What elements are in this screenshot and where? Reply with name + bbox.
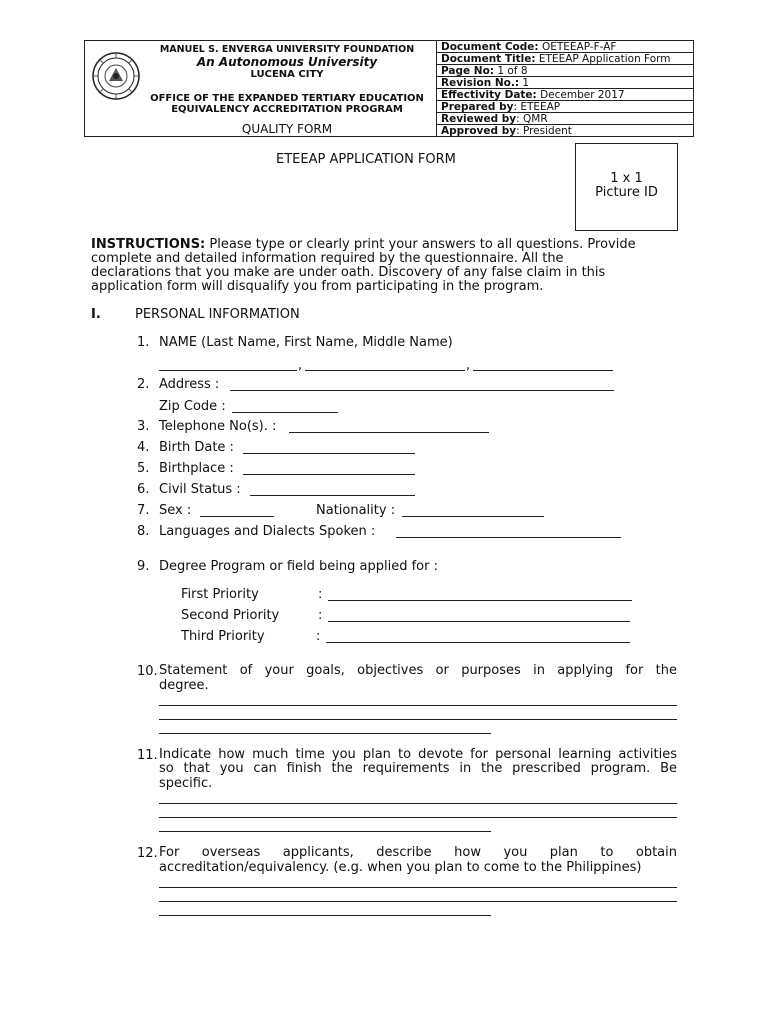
last-name-field[interactable] [159,370,297,371]
birthplace-field[interactable] [243,474,415,475]
instructions-line-3: declarations that you make are under oath. Discovery of any false claim in this [91,265,606,280]
third-priority-field[interactable] [326,642,630,643]
birth-date-field[interactable] [243,453,415,454]
address-label: Address : [159,377,220,392]
item-number-7: 7. [137,503,150,518]
overseas-answer-line[interactable] [159,901,677,902]
name-label: NAME (Last Name, First Name, Middle Name) [159,335,453,350]
revision-no-row: Revision No.: 1 [437,77,693,89]
address-field[interactable] [230,390,614,391]
telephone-label: Telephone No(s). : [159,419,277,434]
university-name: MANUEL S. ENVERGA UNIVERSITY FOUNDATION [159,44,415,55]
first-priority-label: First Priority [181,587,259,602]
page-no-row: Page No: 1 of 8 [437,65,693,77]
document-code-row: Document Code: OETEEAP-F-AF [437,41,693,53]
goals-answer-line[interactable] [159,719,677,720]
overseas-answer-line[interactable] [159,915,491,916]
item-number-1: 1. [137,335,150,350]
reviewed-by-row: Reviewed by: QMR [437,113,693,125]
time-answer-line[interactable] [159,831,491,832]
second-priority-label: Second Priority [181,608,280,623]
item-number-9: 9. [137,559,150,574]
document-header-table [84,40,694,137]
instructions-line-1: INSTRUCTIONS: Please type or clearly print your answers to all questions. Provide [91,237,636,252]
time-question-line-1: Indicate how much time you plan to devote for personal learning activities [159,747,677,762]
time-question-line-3: specific. [159,776,213,791]
form-title: ETEEAP APPLICATION FORM [276,152,456,167]
overseas-question-line-1: For overseas applicants, describe how you plan to obtain [159,845,677,860]
first-name-field[interactable] [305,370,465,371]
quality-form-label: QUALITY FORM [241,122,333,136]
item-number-2: 2. [137,377,150,392]
document-title-row: Document Title: ETEEAP Application Form [437,53,693,65]
nationality-label: Nationality : [316,503,396,518]
middle-name-field[interactable] [473,370,613,371]
office-line-1: OFFICE OF THE EXPANDED TERTIARY EDUCATION [150,93,424,104]
first-priority-field[interactable] [328,600,632,601]
comma-separator: , [298,358,303,373]
telephone-field[interactable] [289,432,489,433]
birth-date-label: Birth Date : [159,440,234,455]
zip-code-label: Zip Code : [159,399,226,414]
goals-question-line-2: degree. [159,678,209,693]
languages-label: Languages and Dialects Spoken : [159,524,376,539]
picture-id-box[interactable] [575,143,678,231]
civil-status-field[interactable] [250,495,415,496]
overseas-question-line-2: accreditation/equivalency. (e.g. when you plan to come to the Philippines) [159,860,642,875]
birthplace-label: Birthplace : [159,461,234,476]
instructions-line-2: complete and detailed information required by the questionnaire. All the [91,251,564,266]
item-number-6: 6. [137,482,150,497]
item-number-3: 3. [137,419,150,434]
item-number-11: 11. [137,748,158,763]
sex-field[interactable] [200,516,274,517]
item-number-4: 4. [137,440,150,455]
zip-code-field[interactable] [232,412,338,413]
second-priority-field[interactable] [328,621,630,622]
comma-separator: , [466,358,471,373]
goals-answer-line[interactable] [159,733,491,734]
item-number-10: 10. [137,664,158,679]
autonomous-label: An Autonomous University [196,55,378,69]
instructions-label: INSTRUCTIONS: [91,237,206,252]
item-number-5: 5. [137,461,150,476]
overseas-answer-line[interactable] [159,887,677,888]
time-question-line-2: so that you can finish the requirements in the prescribed program. Be [159,761,677,776]
office-line-2: EQUIVALENCY ACCREDITATION PROGRAM [171,104,403,115]
university-seal-icon [91,51,141,101]
sex-label: Sex : [159,503,192,518]
colon: : [316,629,321,644]
header-left-cell [85,41,437,136]
prepared-by-row: Prepared by: ETEEAP [437,101,693,113]
section-title: PERSONAL INFORMATION [135,307,300,322]
time-answer-line[interactable] [159,803,677,804]
civil-status-label: Civil Status : [159,482,241,497]
item-number-8: 8. [137,524,150,539]
colon: : [318,608,323,623]
languages-field[interactable] [396,537,621,538]
effectivity-date-row: Effectivity Date: December 2017 [437,89,693,101]
degree-program-label: Degree Program or field being applied for : [159,559,438,574]
nationality-field[interactable] [402,516,544,517]
city-label: LUCENA CITY [250,69,324,80]
goals-question-line-1: Statement of your goals, objectives or purposes in applying for the [159,663,677,678]
section-number: I. [91,307,101,322]
picture-size-label: 1 x 1 [610,171,643,186]
colon: : [318,587,323,602]
instructions-line-4: application form will disqualify you from participating in the program. [91,279,544,294]
third-priority-label: Third Priority [181,629,265,644]
goals-answer-line[interactable] [159,705,677,706]
picture-id-label: Picture ID [595,185,658,200]
header-right-cell [437,41,693,136]
time-answer-line[interactable] [159,817,677,818]
item-number-12: 12. [137,846,158,861]
approved-by-row: Approved by: President [441,125,572,136]
